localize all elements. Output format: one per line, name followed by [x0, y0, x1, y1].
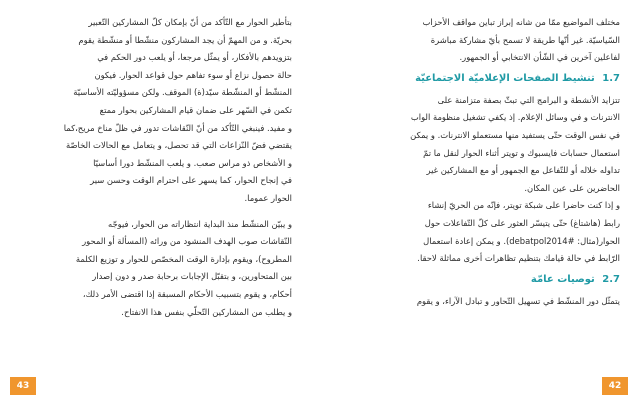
text-line: و مفيد. فينبغي التّأكد من أنّ النّقاشات تدور في ظلّ مناخ مريح،كما	[63, 122, 292, 133]
text-line: حالة حصول نزاع أو سوء تفاهم حول قواعد الحوار. فيكون	[94, 69, 292, 80]
text-line: و يطلب من المشاركين التّحلّي بنفس هذا الانفتاح.	[121, 306, 292, 317]
right-page-column	[356, 14, 620, 310]
text-line: الحوار(مثال: debatpol2014#). و يمكن إعادة استعمال	[423, 235, 620, 246]
text-line: الحاضرين على عين المكان.	[524, 182, 620, 193]
text-line: الرّابط في حالة قيامك بتنظيم تظاهرات أخرى مماثلة لاحقا.	[417, 253, 620, 264]
text-line: يقتضي فضّ النّزاعات التي قد تحصل، و يتعامل مع الحالات الخاصّة	[65, 140, 292, 151]
text-line: بتزويدهم بالأفكار، أو يمثّل مرجعا، أو يلعب دور الحكم في	[97, 52, 292, 63]
body-paragraph	[30, 216, 292, 322]
text-line: السّياسيّة. غير أنّها طريقة لا تسمح بأيّ مشاركة مباشرة	[430, 34, 620, 45]
section-number: 1.7	[602, 72, 620, 84]
text-line: تتزايد الأنشطة و البرامج التي تبثّ بصفة متزامنة على	[437, 94, 620, 105]
body-paragraph	[30, 14, 292, 208]
text-line: و الأشخاص ذو مراس صعب. و يلعب المنشّط دورا أساسيّا	[93, 157, 292, 168]
text-line: بين المتحاورين، و بتقبّل الإجابات برحابة صدر و دون إصدار	[92, 271, 292, 282]
text-line: بحريّة. و من المهمّ أن يجد المشاركون منشّطا أو منشّطة يقوم	[78, 34, 292, 45]
text-line: في نفس الوقت حتّى يستفيد منها مستعملو الانترنات. و يمكن	[410, 129, 620, 140]
text-line: تكمن في السّهر على ضمان قيام المشاركين بحوار ممتع	[99, 104, 292, 115]
paragraph-gap	[30, 208, 292, 216]
text-line: المنشّط أو المنشّطة سيّد(ة) الموقف. ولكن مسؤوليّته الأساسيّة	[73, 87, 292, 98]
text-line: المطروح)، ويقوم بإدارة الوقت المخصّص للحوار و توزيع الكلمة	[75, 253, 292, 264]
body-paragraph	[356, 92, 620, 198]
section-number: 2.7	[602, 273, 620, 285]
text-line: النّقاشات صوب الهدف المنشود من ورائه (المسألة أو المحور	[82, 236, 292, 247]
section-title: تنشيط الصفحات الإعلاميّة الاجتماعيّة	[415, 72, 595, 84]
text-line: الحوار عموما.	[244, 192, 292, 203]
text-line: بتأطير الحوار مع التّأكد من أنّ بإمكان كلّ المشاركين التّعبير	[88, 17, 292, 27]
text-line: أحكام، و يقوم بتسبيب الأحكام المسبقة إذا اقتضى الأمر ذلك،	[82, 288, 292, 299]
section-heading-1	[356, 73, 620, 84]
intro-paragraph	[356, 14, 620, 67]
left-page-column	[30, 14, 292, 321]
body-paragraph	[356, 197, 620, 267]
text-line: و إذا كنت حاضرا على شبكة تويتر، فإنّه من الحريّ إنشاء	[427, 200, 620, 211]
text-line: استعمال حسابات فايسبوك و تويتر أثناء الحوار لنقل ما تمّ	[423, 147, 620, 158]
text-line: تداوله خلاله أو للتّفاعل مع الجمهور أو مع المشاركين غير	[426, 165, 620, 176]
section-heading-2	[356, 274, 620, 285]
text-line: في إنجاح الحوار، كما يسهر على احترام الوقت وحسن سير	[90, 175, 292, 186]
text-line: رابط (هاشتاغ) حتّى يتيسّر العثور على كلّ التّفاعلات حول	[424, 217, 620, 228]
text-line: و يبيّن المنشّط منذ البداية انتظاراته من الحوار، فيوجّه	[107, 218, 292, 229]
page-number-right: 42	[602, 377, 628, 395]
body-paragraph	[356, 293, 620, 311]
text-line: الانترنات و في وسائل الإعلام. إذ يكفي تشغيل منظومة الواب	[410, 112, 620, 123]
text-line: مختلف المواضيع ممّا من شانه إبراز تباين مواقف الأحزاب	[422, 17, 620, 27]
page-number-left: 43	[10, 377, 36, 395]
section-title: توصيات عامّة	[530, 273, 595, 285]
text-line: لفاعلين آخرين في الشّأن الانتخابي أو الجمهور.	[459, 52, 620, 63]
text-line: يتمثّل دور المنشّط في تسهيل التّحاور و تبادل الآراء، و يقوم	[416, 295, 620, 306]
